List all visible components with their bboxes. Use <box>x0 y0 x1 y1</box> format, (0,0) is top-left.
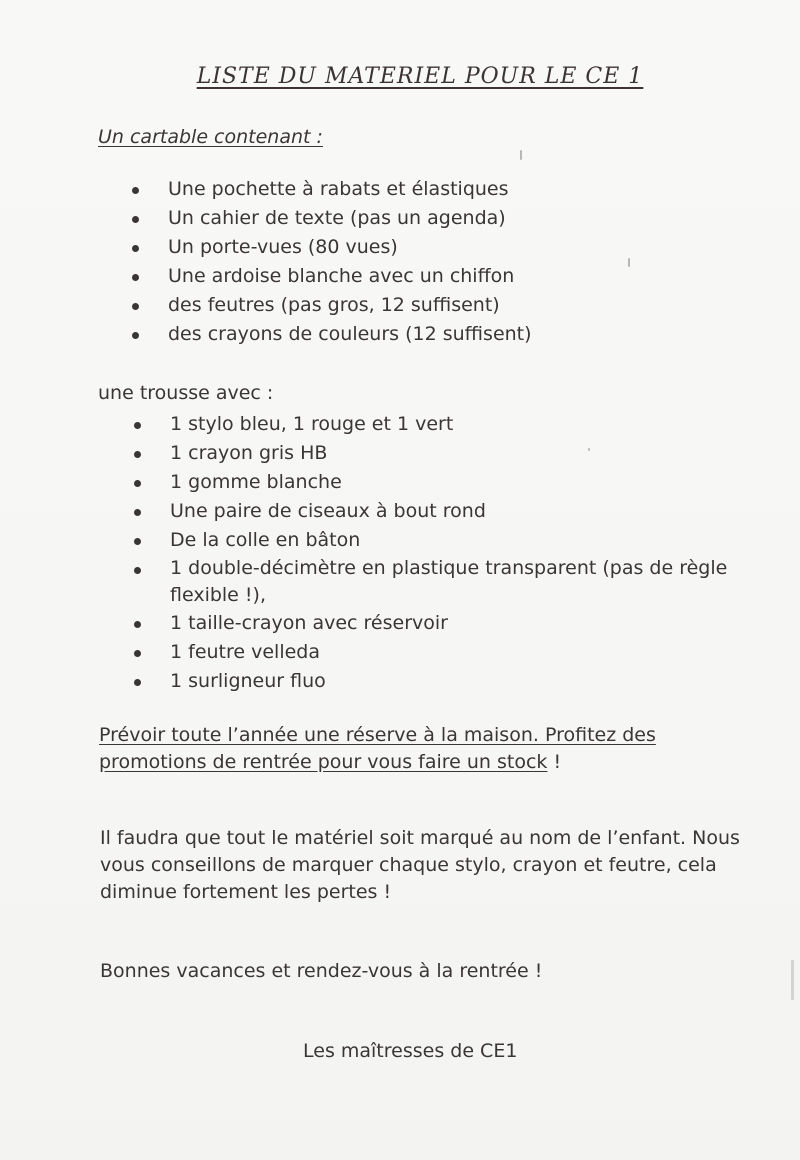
list-item: Une pochette à rabats et élastiques <box>132 175 732 204</box>
list-item: 1 surligneur fluo <box>134 667 734 696</box>
signature: Les maîtresses de CE1 <box>303 1040 518 1062</box>
scan-speck <box>520 150 522 160</box>
list-item: 1 gomme blanche <box>134 468 734 497</box>
list-item: Un porte-vues (80 vues) <box>132 233 732 262</box>
list-item: 1 crayon gris HB <box>134 439 734 468</box>
reserve-notice-suffix: ! <box>547 751 562 773</box>
list-item: 1 double-décimètre en plastique transparent (pas de règle flexible !), <box>134 555 734 609</box>
list-item: des feutres (pas gros, 12 suffisent) <box>132 291 732 320</box>
scan-speck <box>588 448 590 451</box>
holiday-wishes: Bonnes vacances et rendez-vous à la rentrée ! <box>100 960 543 982</box>
list-item: Une paire de ciseaux à bout rond <box>134 497 734 526</box>
list-item: 1 taille-crayon avec réservoir <box>134 609 734 638</box>
list-item: 1 feutre velleda <box>134 638 734 667</box>
scan-speck <box>628 258 630 267</box>
list-item: De la colle en bâton <box>134 526 734 555</box>
document-title: LISTE DU MATERIEL POUR LE CE 1 <box>196 64 644 89</box>
trousse-list <box>134 410 734 696</box>
cartable-list <box>132 175 732 349</box>
scan-speck <box>791 960 794 1000</box>
trousse-heading: une trousse avec : <box>98 382 274 404</box>
cartable-heading: Un cartable contenant : <box>98 126 323 148</box>
marking-paragraph: Il faudra que tout le matériel soit marqué au nom de l’enfant. Nous vous conseillons de marquer chaque stylo, crayon et feutre, cela diminue fortement les pertes ! <box>100 827 740 903</box>
list-item: des crayons de couleurs (12 suffisent) <box>132 320 732 349</box>
list-item: Un cahier de texte (pas un agenda) <box>132 204 732 233</box>
reserve-notice-underlined: Prévoir toute l’année une réserve à la maison. Profitez des promotions de rentrée pour vous faire un stock <box>99 724 656 773</box>
list-item: Une ardoise blanche avec un chiffon <box>132 262 732 291</box>
reserve-notice <box>99 722 739 776</box>
list-item: 1 stylo bleu, 1 rouge et 1 vert <box>134 410 734 439</box>
